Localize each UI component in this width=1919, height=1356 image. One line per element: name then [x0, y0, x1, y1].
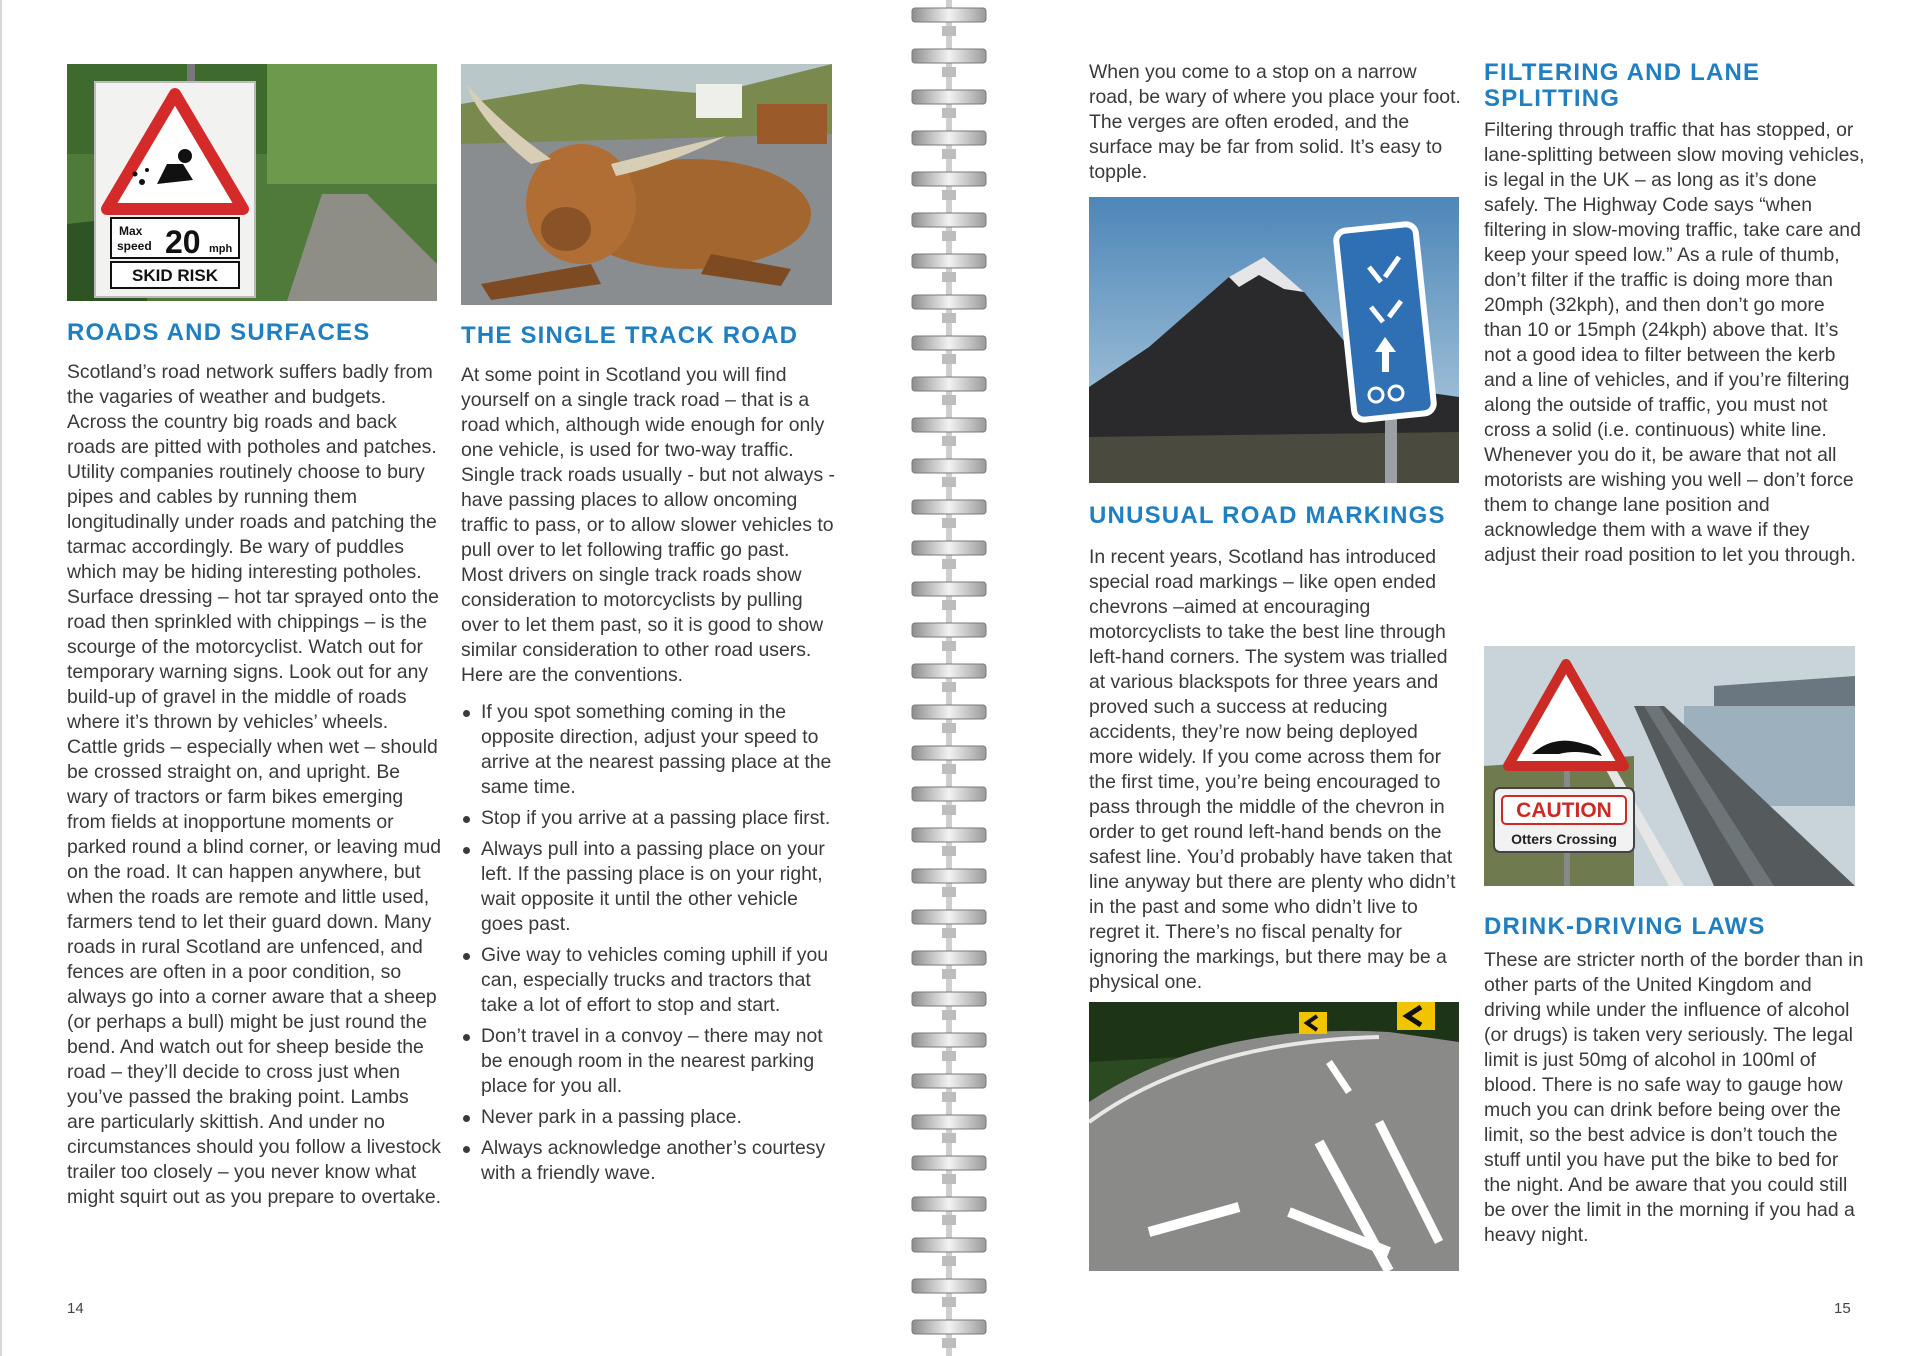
- spiral-hole: [942, 764, 956, 774]
- spiral-ring: [912, 1074, 986, 1088]
- chevron-sign-mountain-photo: [1089, 197, 1459, 483]
- spiral-hole: [942, 477, 956, 487]
- spiral-ring: [912, 1197, 986, 1211]
- spiral-hole: [942, 723, 956, 733]
- road-chevron-markings-photo: [1089, 1002, 1459, 1271]
- spiral-hole: [942, 641, 956, 651]
- spiral-hole: [942, 1338, 956, 1348]
- drink-heading: DRINK-DRIVING LAWS: [1484, 913, 1766, 940]
- spiral-ring: [912, 172, 986, 186]
- list-item: Always pull into a passing place on your left. If the passing place is on your right, wait opposite it until the other vehicle goes past.: [461, 837, 836, 937]
- spiral-ring: [912, 90, 986, 104]
- list-item: If you spot something coming in the opposite direction, adjust your speed to arrive at the nearest passing place at the same time.: [461, 700, 836, 800]
- spiral-ring: [912, 254, 986, 268]
- spiral-ring: [912, 582, 986, 596]
- spiral-ring: [912, 131, 986, 145]
- spiral-ring: [912, 49, 986, 63]
- spiral-ring: [912, 664, 986, 678]
- spiral-ring: [912, 787, 986, 801]
- unusual-body: In recent years, Scotland has introduced special road markings – like open ended chevrons –aimed at encouraging motorcyclists to take the best line through left-hand corners. The system was trialled at various blackspots for three years and proved such a success at reducing accidents, they’re now being deployed more widely. If you come across them for the first time, you’re being encouraged to pass through the middle of the chevron in order to get round left-hand bends on the safest line. You’d probably have taken that line anyway but there are plenty who didn’t in the past and some who didn’t live to regret it. There’s no fiscal penalty for ignoring the markings, but there may be a physical one.: [1089, 546, 1456, 993]
- spiral-ring: [912, 746, 986, 760]
- spiral-ring: [912, 1279, 986, 1293]
- sign-unit-text: mph: [209, 243, 233, 255]
- spiral-hole: [942, 1297, 956, 1307]
- spiral-hole: [942, 969, 956, 979]
- spiral-hole: [942, 1215, 956, 1225]
- spiral-ring: [912, 8, 986, 22]
- single-track-body: At some point in Scotland you will find yourself on a single track road – that is a road which, although wide enough for only one vehicle, is used for two-way traffic. Single track roads usually - but not always - have passing places to allow oncoming traffic to pass, or to allow slower vehicles to pull over to let following traffic go past. Most drivers on single track roads show consideration to motorcyclists by pulling over to let them past, so it is good to show similar consideration to other road users. Here are the conventions.: [461, 364, 835, 686]
- roads-and-surfaces-section: [67, 320, 442, 1210]
- single-track-section: [461, 323, 836, 1192]
- filtering-heading-line1: FILTERING AND LANE: [1484, 59, 1761, 86]
- spiral-hole: [942, 600, 956, 610]
- page-number-right: 15: [1834, 1300, 1851, 1317]
- list-item: Stop if you arrive at a passing place first.: [461, 806, 836, 831]
- spiral-ring: [912, 1156, 986, 1170]
- highland-cow-photo: [461, 64, 832, 305]
- spiral-hole: [942, 887, 956, 897]
- spiral-hole: [942, 928, 956, 938]
- page-edge: [0, 0, 2, 1356]
- spiral-ring: [912, 951, 986, 965]
- single-track-heading: THE SINGLE TRACK ROAD: [461, 322, 799, 349]
- filtering-body: Filtering through traffic that has stopped, or lane-splitting between slow moving vehicles, is legal in the UK – as long as it’s done safely. The Highway Code says “when filtering in slow-moving traffic, take care and keep your speed low.” As a rule of thumb, don’t filter if the traffic is doing more than 20mph (32kph), and then don’t go more than 10 or 15mph (24kph) above that. It’s not a good idea to filter between the kerb and a line of vehicles, and if you’re filtering along the outside of traffic, you must not cross a solid (i.e. continuous) white line. Whenever you do it, be aware that not all motorists are wishing you well – don’t force them to change lane position and acknowledge them with a wave if they adjust their road position to let you through.: [1484, 119, 1865, 566]
- spiral-ring: [912, 1238, 986, 1252]
- filtering-section: [1484, 60, 1866, 568]
- spiral-hole: [942, 354, 956, 364]
- spiral-ring: [912, 541, 986, 555]
- spiral-hole: [942, 149, 956, 159]
- list-item: Never park in a passing place.: [461, 1105, 836, 1130]
- stop-text-block: [1089, 60, 1461, 185]
- conventions-list: [461, 700, 836, 1186]
- filtering-heading-line2: SPLITTING: [1484, 85, 1621, 112]
- spiral-ring: [912, 828, 986, 842]
- list-item: Always acknowledge another’s courtesy with a friendly wave.: [461, 1136, 836, 1186]
- spiral-hole: [942, 436, 956, 446]
- unusual-heading: UNUSUAL ROAD MARKINGS: [1089, 502, 1446, 529]
- drink-body: These are stricter north of the border than in other parts of the United Kingdom and driving while under the influence of alcohol (or drugs) is taken very seriously. The legal limit is just 50mg of alcohol in 100ml of blood. There is no safe way to gauge how much you can drink before being over the limit, so the best advice is don’t touch the stuff until you have put the bike to bed for the night. And be aware that you could still be over the limit in the morning if you had a heavy night.: [1484, 949, 1864, 1246]
- otter-caution-text: CAUTION: [1516, 799, 1612, 822]
- spiral-ring: [912, 623, 986, 637]
- spiral-hole: [942, 231, 956, 241]
- sign-max-text: Max: [119, 224, 143, 238]
- spiral-ring: [912, 1033, 986, 1047]
- sign-skid-text: SKID RISK: [132, 266, 218, 285]
- spiral-hole: [942, 559, 956, 569]
- spiral-hole: [942, 272, 956, 282]
- spiral-hole: [942, 395, 956, 405]
- spiral-hole: [942, 846, 956, 856]
- spiral-hole: [942, 1174, 956, 1184]
- spiral-hole: [942, 313, 956, 323]
- spiral-ring: [912, 910, 986, 924]
- spiral-ring: [912, 459, 986, 473]
- stop-text: When you come to a stop on a narrow road, be wary of where you place your foot. The verges are often eroded, and the surface may be far from solid. It’s easy to topple.: [1089, 61, 1461, 183]
- roads-heading: ROADS AND SURFACES: [67, 319, 371, 346]
- spiral-hole: [942, 1092, 956, 1102]
- spiral-ring: [912, 377, 986, 391]
- skid-risk-sign-photo: [67, 64, 437, 301]
- spiral-ring: [912, 418, 986, 432]
- unusual-road-markings-section: [1089, 503, 1464, 995]
- spiral-hole: [942, 67, 956, 77]
- spiral-hole: [942, 190, 956, 200]
- spiral-binding: [908, 0, 990, 1356]
- spiral-hole: [942, 1051, 956, 1061]
- spiral-hole: [942, 26, 956, 36]
- spiral-ring: [912, 869, 986, 883]
- spiral-ring: [912, 1320, 986, 1334]
- spiral-ring: [912, 705, 986, 719]
- spiral-hole: [942, 1010, 956, 1020]
- roads-body: Scotland’s road network suffers badly from the vagaries of weather and budgets. Across the country big roads and back roads are pitted with potholes and patches. Utility companies routinely choose to bury pipes and cables by running them longitudinally under roads and patching the tarmac accordingly. Be wary of puddles which may be hiding interesting potholes. Surface dressing – hot tar sprayed onto the road then sprinkled with chippings – is the scourge of the motorcyclist. Watch out for temporary warning signs. Look out for any build-up of gravel in the middle of roads where it’s thrown by vehicles’ wheels. Cattle grids – especially when wet – should be crossed straight on, and upright. Be wary of tractors or farm bikes emerging from fields at inopportune moments or parked round a blind corner, or leaving mud on the road. It can happen anywhere, but when the roads are remote and little used, farmers tend to let their guard down. Many roads in rural Scotland are unfenced, and fences are often in a poor condition, so always go into a corner aware that a sheep (or perhaps a bull) might be just round the bend. And watch out for sheep beside the road – they’ll decide to cross just when you’ve passed the braking point. Lambs are particularly skittish. And under no circumstances should you follow a livestock trailer too closely – you never know what might squirt out as you prepare to overtake.: [67, 361, 442, 1208]
- spiral-hole: [942, 518, 956, 528]
- spiral-hole: [942, 1133, 956, 1143]
- spiral-hole: [942, 682, 956, 692]
- spiral-hole: [942, 1256, 956, 1266]
- spiral-ring: [912, 992, 986, 1006]
- otters-crossing-sign-photo: [1484, 646, 1855, 886]
- drink-driving-section: [1484, 914, 1866, 1248]
- spiral-ring: [912, 336, 986, 350]
- otter-label-text: Otters Crossing: [1511, 831, 1617, 847]
- sign-number-text: 20: [165, 224, 201, 260]
- list-item: Don’t travel in a convoy – there may not be enough room in the nearest parking place for you all.: [461, 1024, 836, 1099]
- sign-speed-text: speed: [117, 239, 152, 253]
- spiral-ring: [912, 295, 986, 309]
- spiral-ring: [912, 1115, 986, 1129]
- spiral-ring: [912, 213, 986, 227]
- spiral-hole: [942, 108, 956, 118]
- spiral-hole: [942, 805, 956, 815]
- spiral-ring: [912, 500, 986, 514]
- page-number-left: 14: [67, 1300, 84, 1317]
- list-item: Give way to vehicles coming uphill if you can, especially trucks and tractors that take a lot of effort to stop and start.: [461, 943, 836, 1018]
